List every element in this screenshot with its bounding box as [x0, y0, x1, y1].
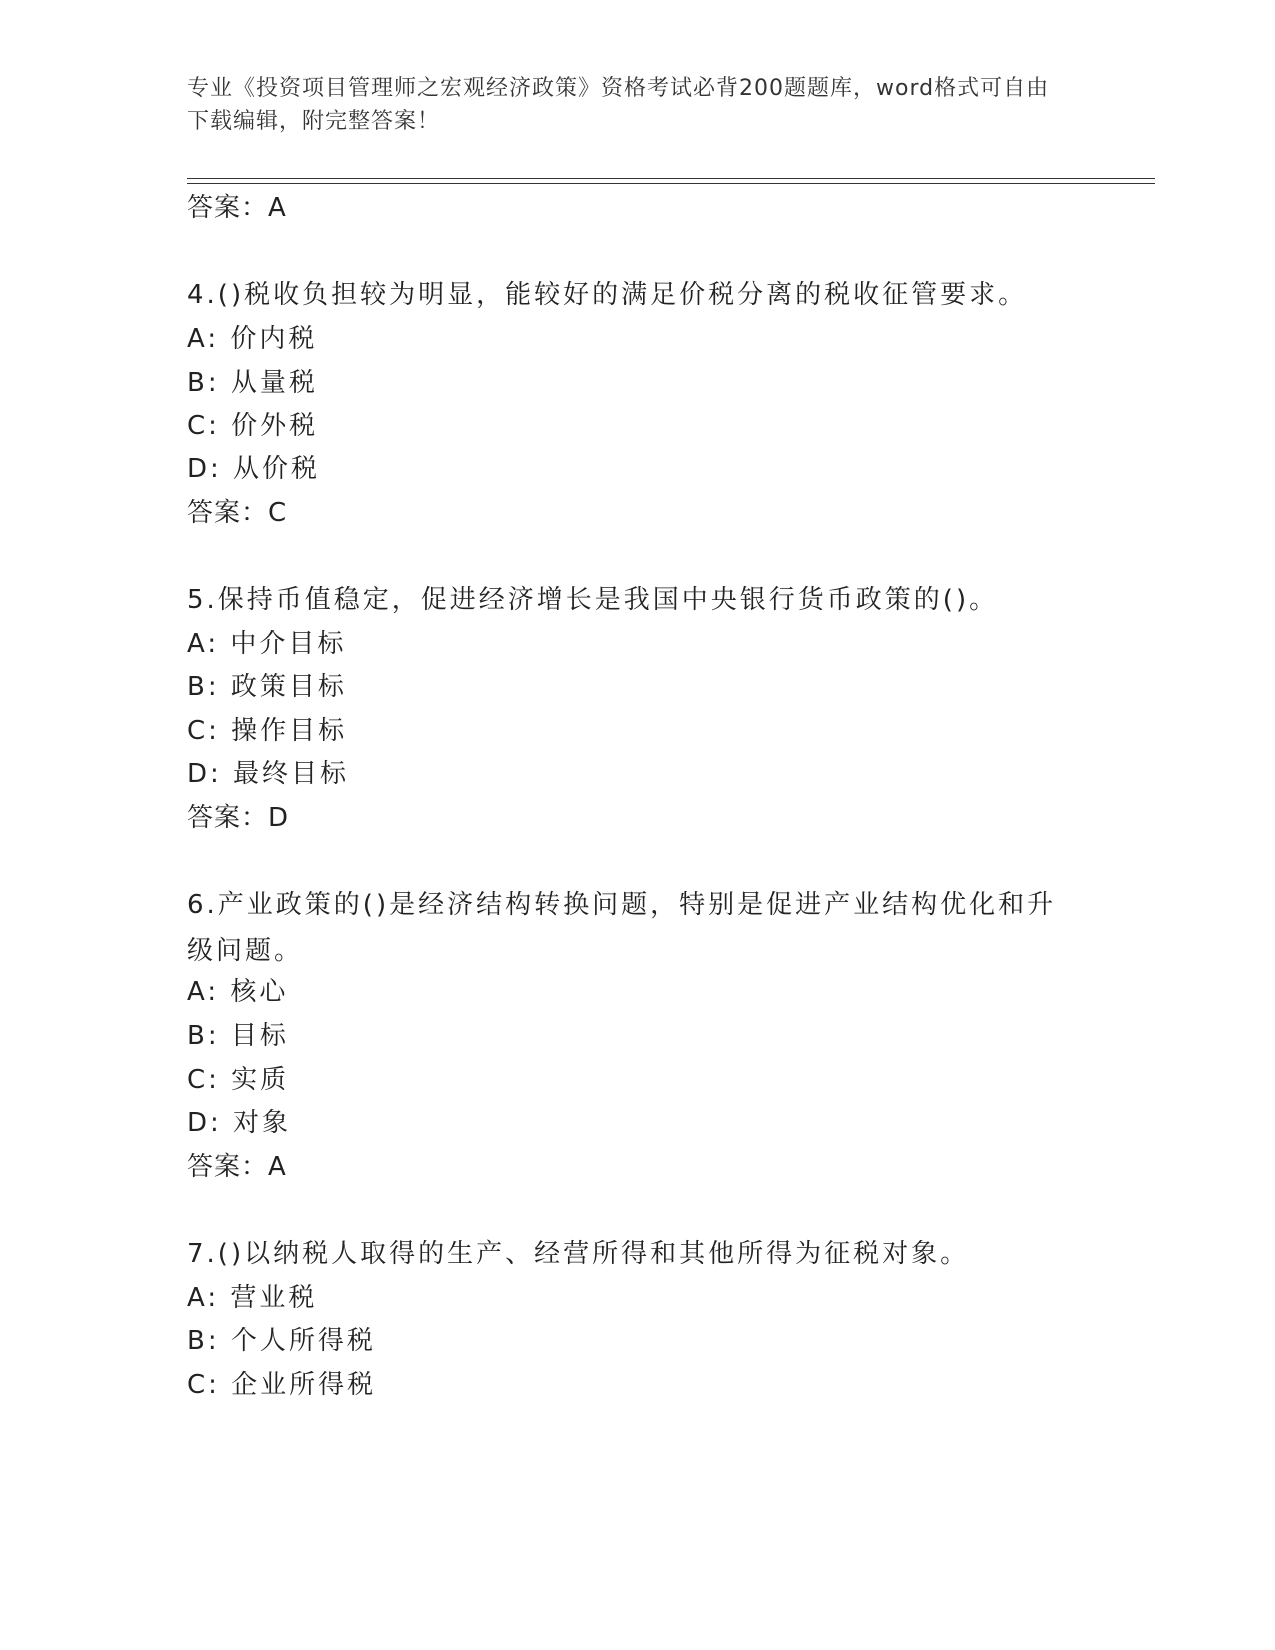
question-5-option-c: C: 操作目标	[187, 716, 348, 746]
question-5-answer: 答案：D	[187, 803, 290, 833]
header-rule	[187, 178, 1155, 179]
question-4-option-c: C: 价外税	[187, 411, 319, 441]
question-6-option-a: A: 核心	[187, 977, 289, 1007]
question-4-option-b: B: 从量税	[187, 368, 318, 398]
question-6-option-d: D: 对象	[187, 1108, 292, 1138]
question-5-stem: 5.保持币值稳定，促进经济增长是我国中央银行货币政策的()。	[187, 585, 999, 615]
question-5-option-d: D: 最终目标	[187, 759, 350, 789]
question-7-option-b: B: 个人所得税	[187, 1326, 376, 1356]
question-6-option-c: C: 实质	[187, 1065, 290, 1095]
question-5-option-b: B: 政策目标	[187, 672, 347, 702]
document-header: 专业《投资项目管理师之宏观经济政策》资格考试必背200题题库，word格式可自由下载编辑，附完整答案！	[187, 76, 1050, 134]
question-4-stem: 4.()税收负担较为明显，能较好的满足价税分离的税收征管要求。	[187, 280, 1028, 310]
question-7-option-c: C: 企业所得税	[187, 1370, 377, 1400]
question-7-stem: 7.()以纳税人取得的生产、经营所得和其他所得为征税对象。	[187, 1239, 970, 1269]
question-4-option-d: D: 从价税	[187, 454, 321, 484]
question-7-option-a: A: 营业税	[187, 1283, 318, 1313]
question-4-answer: 答案：C	[187, 498, 288, 528]
question-4-option-a: A: 价内税	[187, 324, 318, 354]
question-6-option-b: B: 目标	[187, 1021, 289, 1051]
question-6-answer: 答案：A	[187, 1152, 287, 1182]
answer-prev: 答案：A	[187, 193, 287, 223]
question-5-option-a: A: 中介目标	[187, 629, 347, 659]
header-rule-double	[187, 183, 1155, 184]
question-6-stem: 6.产业政策的()是经济结构转换问题，特别是促进产业结构优化和升级问题。	[187, 890, 1057, 966]
